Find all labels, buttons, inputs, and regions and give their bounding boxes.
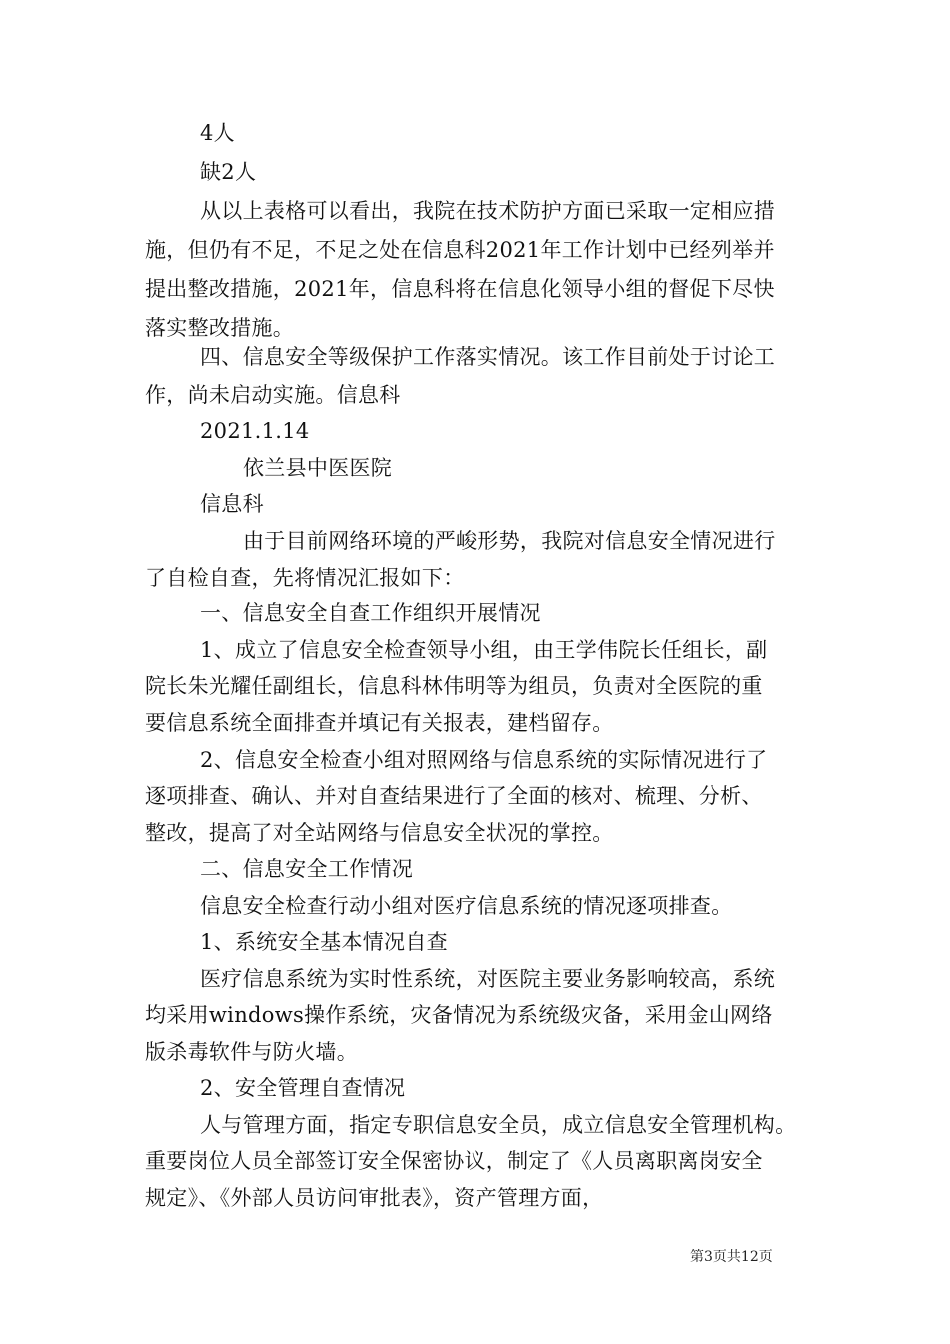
text-line: 施，但仍有不足，不足之处在信息科2021年工作计划中已经列举并 (145, 238, 775, 262)
text-line: 缺2人 (200, 160, 257, 184)
text-line: 作，尚未启动实施。信息科 (145, 383, 401, 407)
text-line: 重要岗位人员全部签订安全保密协议，制定了《人员离职离岗安全 (145, 1149, 763, 1173)
text-line: 提出整改措施，2021年，信息科将在信息化领导小组的督促下尽快 (145, 277, 775, 301)
hospital-name: 依兰县中医医院 (243, 456, 393, 480)
text-line: 4人 (200, 121, 235, 145)
text-line: 了自检自查，先将情况汇报如下： (145, 566, 465, 590)
text-line: 2、信息安全检查小组对照网络与信息系统的实际情况进行了 (200, 748, 768, 772)
text-line: 信息安全检查行动小组对医疗信息系统的情况逐项排查。 (200, 894, 733, 918)
text-line: 人与管理方面，指定专职信息安全员，成立信息安全管理机构。 (200, 1113, 797, 1137)
text-line: 院长朱光耀任副组长，信息科林伟明等为组员，负责对全医院的重 (145, 674, 763, 698)
subsection-heading: 2、安全管理自查情况 (200, 1076, 406, 1100)
text-line: 落实整改措施。 (145, 316, 295, 340)
text-line: 由于目前网络环境的严峻形势，我院对信息安全情况进行 (243, 529, 776, 553)
text-line: 要信息系统全面排查并填记有关报表，建档留存。 (145, 711, 614, 735)
page-number: 第3页共12页 (690, 1249, 773, 1265)
subsection-heading: 1、系统安全基本情况自查 (200, 930, 448, 954)
text-line: 1、成立了信息安全检查领导小组，由王学伟院长任组长，副 (200, 638, 768, 662)
text-line: 从以上表格可以看出，我院在技术防护方面已采取一定相应措 (200, 199, 776, 223)
text-line: 逐项排查、确认、并对自查结果进行了全面的核对、梳理、分析、 (145, 784, 763, 808)
section-heading: 一、信息安全自查工作组织开展情况 (200, 601, 541, 625)
text-line: 规定》、《外部人员访问审批表》，资产管理方面， (145, 1186, 604, 1210)
text-line: 医疗信息系统为实时性系统，对医院主要业务影响较高，系统 (200, 967, 776, 991)
section-heading: 二、信息安全工作情况 (200, 857, 413, 881)
text-line: 整改，提高了对全站网络与信息安全状况的掌控。 (145, 821, 614, 845)
text-line: 均采用windows操作系统，灾备情况为系统级灾备，采用金山网络 (145, 1003, 773, 1027)
text-line: 四、信息安全等级保护工作落实情况。该工作目前处于讨论工 (200, 345, 776, 369)
date-line: 2021.1.14 (200, 419, 310, 443)
department-name: 信息科 (200, 492, 264, 516)
text-line: 版杀毒软件与防火墙。 (145, 1040, 358, 1064)
